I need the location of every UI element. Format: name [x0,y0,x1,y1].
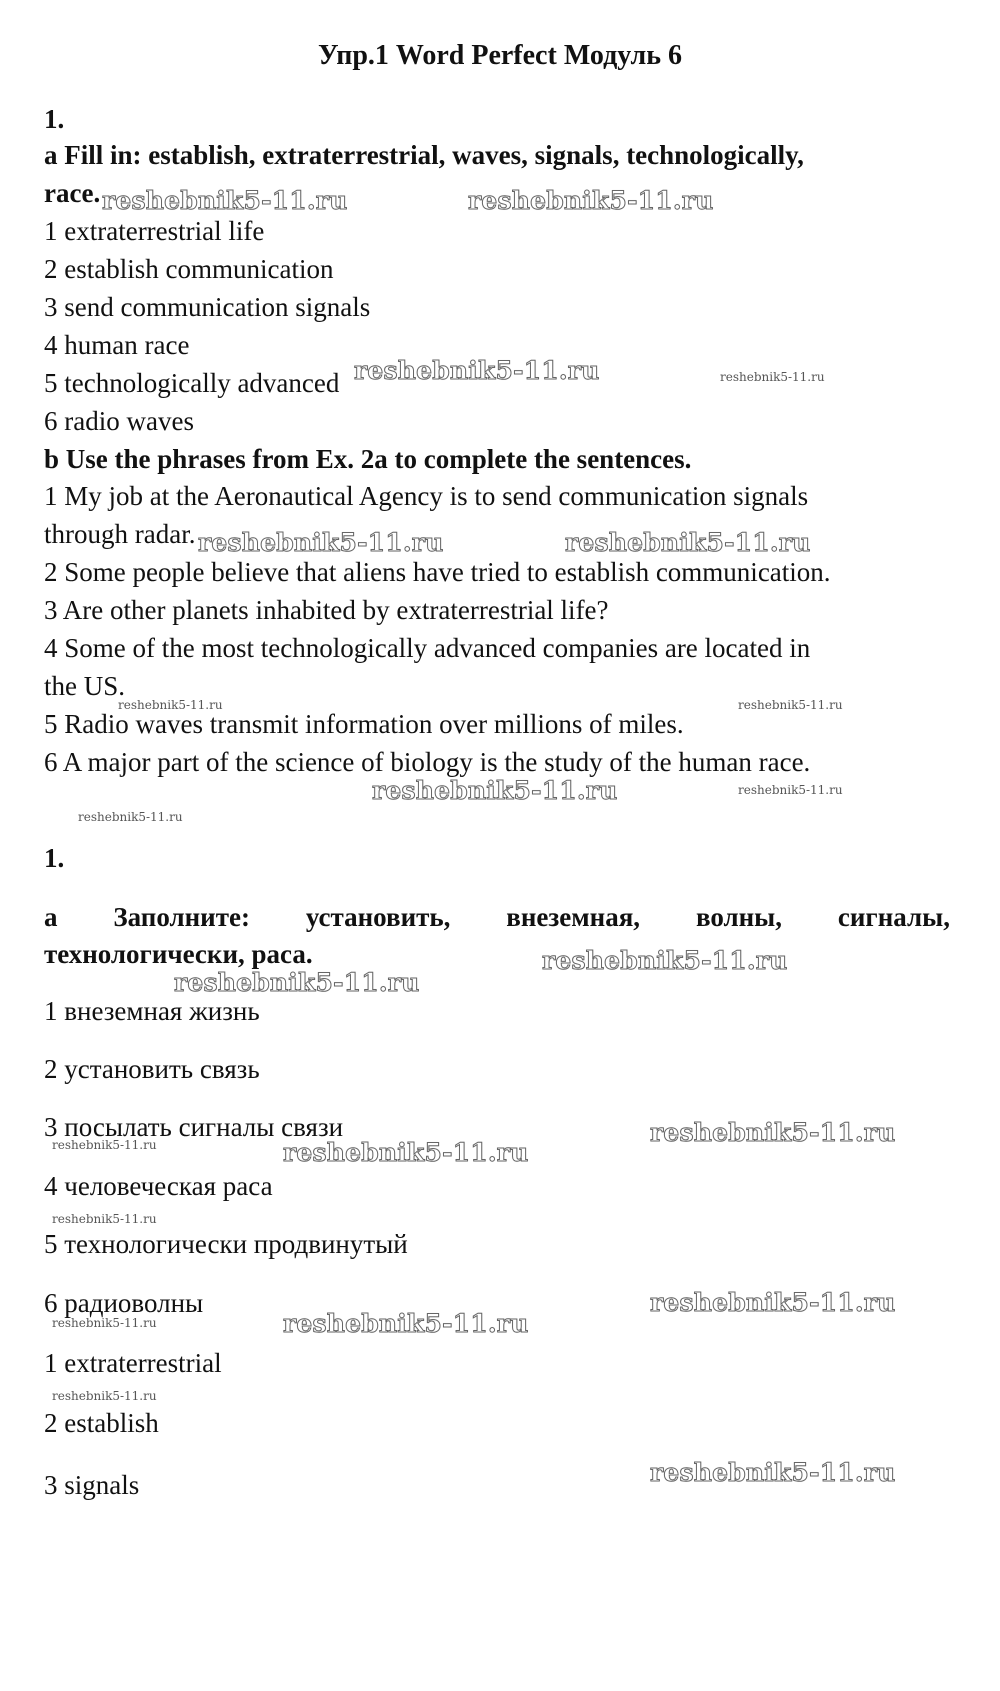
instruction-a-ru-word: волны, [695,902,783,932]
answer-b-5: 5 Radio waves transmit information over millions of miles. [44,709,684,739]
watermark: reshebnik5-11.ru [52,1316,157,1330]
watermark: reshebnik5-11.ru [78,810,183,824]
watermark: reshebnik5-11.ru [650,1288,896,1317]
answer-b-4-continued: the US. [44,671,125,701]
watermark: reshebnik5-11.ru [52,1212,157,1226]
answer-b-4: 4 Some of the most technologically advanced companies are located in [44,633,811,663]
word-answer-3: 3 signals [44,1470,140,1500]
watermark: reshebnik5-11.ru [738,698,843,712]
answer-ru-5: 5 технологически продвинутый [44,1229,408,1259]
answer-a-4: 4 human race [44,330,190,360]
answer-ru-4: 4 человеческая раса [44,1171,273,1201]
word-answer-2: 2 establish [44,1408,159,1438]
instruction-a-continued: race. [44,178,101,208]
watermark: reshebnik5-11.ru [542,946,788,975]
answer-b-1-continued: through radar. [44,519,196,549]
instruction-a-ru-word: a [44,902,58,932]
instruction-a-ru-word: установить, [305,902,451,932]
watermark: reshebnik5-11.ru [720,370,825,384]
instruction-a-ru-word: сигналы, [837,902,950,932]
watermark: reshebnik5-11.ru [354,356,600,385]
instruction-a-ru-word: Заполните: [113,902,250,932]
answer-ru-6: 6 радиоволны [44,1288,204,1318]
instruction-a-ru [44,904,950,931]
instruction-a-ru-word: внеземная, [506,902,641,932]
answer-b-6: 6 A major part of the science of biology is the study of the human race. [44,747,811,777]
answer-b-1: 1 My job at the Aeronautical Agency is to send communication signals [44,481,809,511]
answer-b-2: 2 Some people believe that aliens have tried to establish communication. [44,557,831,587]
watermark: reshebnik5-11.ru [738,783,843,797]
page-title: Упр.1 Word Perfect Модуль 6 [317,40,683,71]
instruction-b: b Use the phrases from Ex. 2a to complete the sentences. [44,444,692,474]
watermark: reshebnik5-11.ru [650,1458,896,1487]
watermark: reshebnik5-11.ru [118,698,223,712]
watermark: reshebnik5-11.ru [565,528,811,557]
exercise-number: 1. [44,104,65,134]
answer-a-2: 2 establish communication [44,254,334,284]
watermark: reshebnik5-11.ru [283,1309,529,1338]
watermark: reshebnik5-11.ru [372,776,618,805]
watermark: reshebnik5-11.ru [102,186,348,215]
instruction-a: a Fill in: establish, extraterrestrial, waves, signals, technologically, [44,140,804,170]
answer-ru-2: 2 установить связь [44,1054,260,1084]
watermark: reshebnik5-11.ru [468,186,714,215]
exercise-number-ru: 1. [44,843,65,873]
answer-a-5: 5 technologically advanced [44,368,340,398]
instruction-a-ru-continued: технологически, раса. [44,939,313,969]
answer-a-6: 6 radio waves [44,406,194,436]
watermark: reshebnik5-11.ru [650,1118,896,1147]
answer-a-3: 3 send communication signals [44,292,371,322]
watermark: reshebnik5-11.ru [198,528,444,557]
answer-ru-1: 1 внеземная жизнь [44,996,260,1026]
watermark: reshebnik5-11.ru [283,1138,529,1167]
word-answer-1: 1 extraterrestrial [44,1348,222,1378]
watermark: reshebnik5-11.ru [52,1138,157,1152]
answer-a-1: 1 extraterrestrial life [44,216,265,246]
watermark: reshebnik5-11.ru [174,968,420,997]
answer-ru-3: 3 посылать сигналы связи [44,1112,344,1142]
watermark: reshebnik5-11.ru [52,1389,157,1403]
answer-b-3: 3 Are other planets inhabited by extraterrestrial life? [44,595,609,625]
